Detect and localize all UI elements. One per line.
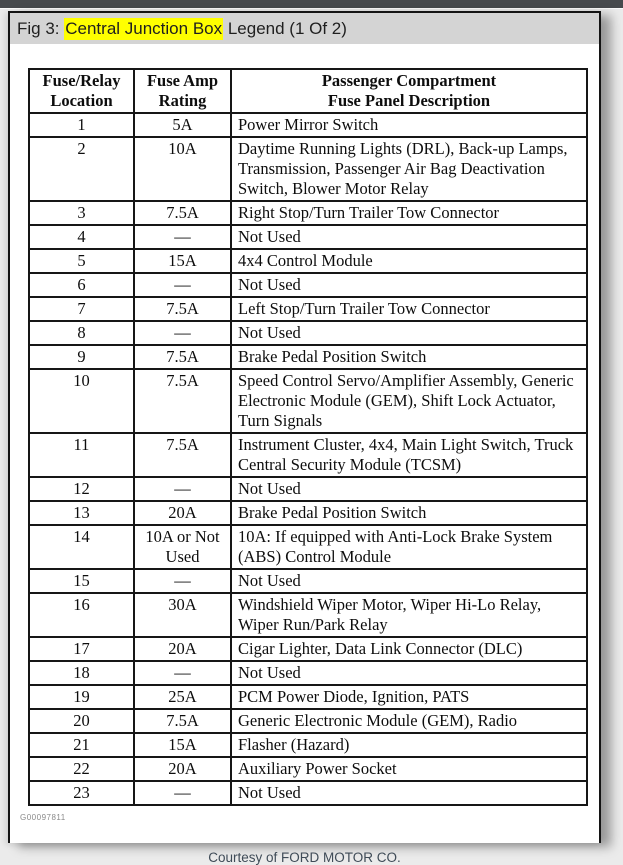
fuse-rating-cell: 7.5A: [134, 369, 231, 433]
table-row: [29, 369, 587, 433]
fuse-description-cell: Not Used: [231, 273, 587, 297]
fuse-location-cell: 4: [29, 225, 134, 249]
table-row: [29, 501, 587, 525]
table-row: [29, 137, 587, 201]
fuse-rating-cell: 7.5A: [134, 201, 231, 225]
column-header-description-line2: Fuse Panel Description: [327, 91, 491, 110]
fuse-location-cell: 6: [29, 273, 134, 297]
fuse-rating-cell: 10A: [134, 137, 231, 201]
fuse-description-cell: Not Used: [231, 569, 587, 593]
fuse-location-cell: 15: [29, 569, 134, 593]
table-row: [29, 593, 587, 637]
fuse-location-cell: 7: [29, 297, 134, 321]
fuse-description-cell: Brake Pedal Position Switch: [231, 345, 587, 369]
fuse-rating-cell: 15A: [134, 249, 231, 273]
fuse-description-cell: Not Used: [231, 477, 587, 501]
table-row: [29, 225, 587, 249]
table-row: [29, 757, 587, 781]
column-header-description-line1: Passenger Compartment: [321, 71, 497, 90]
figure-id: G00097811: [20, 813, 66, 822]
table-row: [29, 273, 587, 297]
table-row: [29, 249, 587, 273]
header-row: [29, 69, 587, 113]
figure-title-highlight: Central Junction Box: [65, 18, 223, 38]
column-header-rating: [134, 69, 231, 113]
fuse-rating-cell: —: [134, 273, 231, 297]
fuse-location-cell: 18: [29, 661, 134, 685]
fuse-location-cell: 21: [29, 733, 134, 757]
fuse-description-cell: Speed Control Servo/Amplifier Assembly, Generic Electronic Module (GEM), Shift Lock Actuator, Turn Signals: [231, 369, 587, 433]
table-row: [29, 297, 587, 321]
top-strip: [0, 0, 623, 9]
fuse-location-cell: 8: [29, 321, 134, 345]
fuse-description-cell: Left Stop/Turn Trailer Tow Connector: [231, 297, 587, 321]
table-row: [29, 525, 587, 569]
fuse-rating-cell: 25A: [134, 685, 231, 709]
fuse-location-cell: 1: [29, 113, 134, 137]
document-page: [8, 11, 601, 865]
fuse-rating-cell: —: [134, 569, 231, 593]
column-header-location-line1: Fuse/Relay: [42, 71, 121, 90]
fuse-rating-cell: 7.5A: [134, 345, 231, 369]
fuse-table-header: [29, 69, 587, 113]
table-row: [29, 733, 587, 757]
fuse-legend-table: [28, 68, 588, 806]
fuse-description-cell: Not Used: [231, 781, 587, 805]
fuse-location-cell: 14: [29, 525, 134, 569]
fuse-description-cell: Not Used: [231, 661, 587, 685]
figure-title-prefix: Fig 3:: [17, 18, 65, 38]
fuse-location-cell: 10: [29, 369, 134, 433]
fuse-location-cell: 12: [29, 477, 134, 501]
fuse-rating-cell: —: [134, 661, 231, 685]
table-row: [29, 321, 587, 345]
table-row: [29, 345, 587, 369]
fuse-location-cell: 20: [29, 709, 134, 733]
fuse-rating-cell: 20A: [134, 637, 231, 661]
fuse-location-cell: 3: [29, 201, 134, 225]
figure-title-bar: [10, 13, 599, 44]
fuse-description-cell: 10A: If equipped with Anti-Lock Brake System (ABS) Control Module: [231, 525, 587, 569]
column-header-rating-line2: Rating: [158, 91, 207, 110]
fuse-rating-cell: —: [134, 225, 231, 249]
fuse-location-cell: 23: [29, 781, 134, 805]
table-row: [29, 709, 587, 733]
fuse-rating-cell: 10A or Not Used: [134, 525, 231, 569]
table-row: [29, 113, 587, 137]
fuse-description-cell: Not Used: [231, 321, 587, 345]
fuse-location-cell: 22: [29, 757, 134, 781]
fuse-description-cell: Not Used: [231, 225, 587, 249]
table-row: [29, 661, 587, 685]
fuse-location-cell: 9: [29, 345, 134, 369]
fuse-table-body: [29, 113, 587, 805]
column-header-location: [29, 69, 134, 113]
table-row: [29, 569, 587, 593]
fuse-description-cell: Power Mirror Switch: [231, 113, 587, 137]
fuse-rating-cell: 30A: [134, 593, 231, 637]
fuse-rating-cell: —: [134, 321, 231, 345]
column-header-description: [231, 69, 587, 113]
fuse-location-cell: 2: [29, 137, 134, 201]
fuse-description-cell: Flasher (Hazard): [231, 733, 587, 757]
fuse-location-cell: 5: [29, 249, 134, 273]
fuse-description-cell: 4x4 Control Module: [231, 249, 587, 273]
table-row: [29, 685, 587, 709]
fuse-location-cell: 13: [29, 501, 134, 525]
fuse-rating-cell: 5A: [134, 113, 231, 137]
fuse-rating-cell: —: [134, 477, 231, 501]
fuse-rating-cell: 7.5A: [134, 709, 231, 733]
fuse-description-cell: Auxiliary Power Socket: [231, 757, 587, 781]
fuse-description-cell: Windshield Wiper Motor, Wiper Hi-Lo Relay, Wiper Run/Park Relay: [231, 593, 587, 637]
fuse-rating-cell: 15A: [134, 733, 231, 757]
fuse-location-cell: 17: [29, 637, 134, 661]
fuse-description-cell: Daytime Running Lights (DRL), Back-up Lamps, Transmission, Passenger Air Bag Deactivation Switch, Blower Motor Relay: [231, 137, 587, 201]
fuse-location-cell: 11: [29, 433, 134, 477]
credit-line: Courtesy of FORD MOTOR CO.: [208, 850, 401, 865]
fuse-location-cell: 16: [29, 593, 134, 637]
fuse-location-cell: 19: [29, 685, 134, 709]
fuse-description-cell: PCM Power Diode, Ignition, PATS: [231, 685, 587, 709]
fuse-description-cell: Brake Pedal Position Switch: [231, 501, 587, 525]
fuse-description-cell: Instrument Cluster, 4x4, Main Light Switch, Truck Central Security Module (TCSM): [231, 433, 587, 477]
fuse-rating-cell: 7.5A: [134, 297, 231, 321]
table-row: [29, 781, 587, 805]
column-header-rating-line1: Fuse Amp: [146, 71, 219, 90]
fuse-rating-cell: 20A: [134, 757, 231, 781]
table-row: [29, 637, 587, 661]
fuse-description-cell: Cigar Lighter, Data Link Connector (DLC): [231, 637, 587, 661]
table-row: [29, 477, 587, 501]
table-row: [29, 433, 587, 477]
table-row: [29, 201, 587, 225]
figure-title-suffix: Legend (1 Of 2): [223, 18, 347, 38]
fuse-rating-cell: —: [134, 781, 231, 805]
column-header-location-line2: Location: [50, 91, 113, 110]
fuse-description-cell: Right Stop/Turn Trailer Tow Connector: [231, 201, 587, 225]
fuse-rating-cell: 7.5A: [134, 433, 231, 477]
fuse-description-cell: Generic Electronic Module (GEM), Radio: [231, 709, 587, 733]
fuse-rating-cell: 20A: [134, 501, 231, 525]
